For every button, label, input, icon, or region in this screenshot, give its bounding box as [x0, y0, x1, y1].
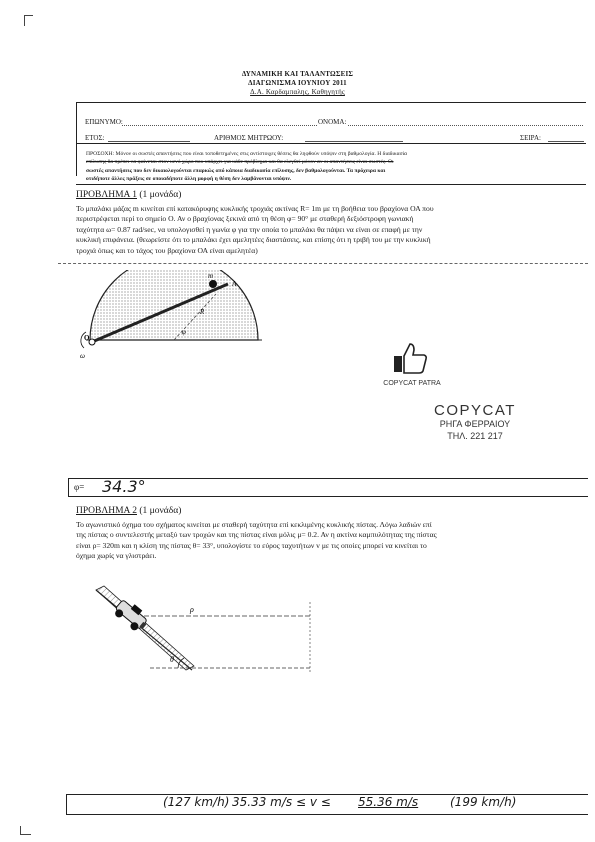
answer1-label: φ= [74, 482, 85, 492]
label-omega: ω [80, 352, 85, 360]
binder-mark [24, 15, 33, 26]
problem1-points: (1 μονάδα) [139, 190, 182, 200]
label-r: R [200, 308, 205, 316]
problem2-text [76, 520, 588, 562]
surname-field[interactable] [122, 125, 317, 126]
label-a: A [232, 280, 237, 288]
answer2-bottom-rule [66, 814, 588, 815]
answer2-left-rule [66, 794, 67, 814]
name-field[interactable] [348, 125, 583, 126]
track-surface [96, 590, 192, 670]
problem1-line-4: κυκλική επιφάνεια. (θεωρείστε ότι το μπαλάκι έχει αμελητέες διαστάσεις, και επίσης ότι η τριβή του με την κυκλική [76, 235, 431, 245]
problem1-text [76, 204, 588, 256]
problem1-line-3: ταχύτητα ω= 0.87 rad/sec, να υπολογισθεί η γωνία φ για την οποία το μπαλάκι θα πάψει να είναι σε επαφή με την [76, 224, 423, 234]
problem1-figure [76, 270, 276, 380]
answer1-bottom-rule [68, 496, 588, 497]
row-label: ΣΕΙΡΑ: [520, 134, 541, 142]
label-rho: ρ [190, 605, 194, 614]
notice-line-2: επίλυσης θα πρέπει να φαίνεται σ͏τον κενό χώρο που υπάρχει για κάθε πρόβλημα και θα ελεγθεί μόνον αν οι απαντήσεις είναι σωστές. Οι [86, 159, 394, 166]
problem2-line-1: Το αγωνιστικό όχημα του σχήματος κινείται με σταθερή ταχύτητα επί κεκλιμένης κυκλικής πίστας. Λόγω λαδιών επί [76, 520, 432, 529]
answer2-kmh-high: (199 km/h) [450, 795, 517, 809]
label-theta: θ [170, 655, 174, 664]
reg-label: ΑΡΙΘΜΟΣ ΜΗΤΡΩΟΥ: [214, 134, 284, 142]
answer2-range: 35.33 m/s ≤ v ≤ [232, 795, 331, 809]
form-left-rule [76, 102, 77, 176]
problem2-title: ΠΡΟΒΛΗΜΑ 2 [76, 506, 137, 516]
label-m: m [208, 272, 214, 280]
problem2-line-4: όχημα χωρίς να γλιστράει. [76, 551, 157, 561]
notice-block [86, 150, 586, 183]
stamp-caption: COPYCAT PATRA [383, 380, 441, 387]
thumbs-up-icon [392, 342, 428, 374]
problem1-line-2: περιστρέφεται περί το σημείο Ο. Αν ο βραχίονας ξεκινά από τη θέση φ= 90° με σταθερή δεξιόστροφη γωνιακή [76, 214, 414, 224]
surname-label: ΕΠΩΝΥΜΟ: [85, 118, 123, 126]
name-label: ΟΝΟΜΑ: [318, 118, 347, 126]
notice-line-1: ΠΡΟΣΟΧΗ: Μόνον οι σωστές απαντήσεις που είναι τοποθετημένες στις αντίστοιχες θέσεις θα ληφθούν υπόψιν στη βαθμολογία. Η διαδικασία [86, 151, 408, 157]
exam-title: ΔΥΝΑΜΙΚΗ ΚΑΙ ΤΑΛΑΝΤΩΣΕΙΣ [241, 70, 354, 78]
pivot-o [89, 339, 95, 345]
problem2-figure [90, 582, 320, 674]
form-mid-rule [76, 143, 586, 144]
problem2-line-2: της πίστας ο συντελεστής μεταξύ των τροχών και της πίστας είναι μόλις μ= 0.2. Αν η ακτίνα καμπυλότητας της πίστας [76, 530, 437, 540]
stamp-street: ΡΗΓΑ ΦΕΡΡΑΙΟΥ [439, 419, 511, 429]
stamp-phone: ΤΗΛ. 221 217 [447, 431, 503, 441]
problem1-heading [76, 190, 181, 200]
ball-m [209, 280, 217, 288]
year-label: ΕΤΟΣ: [85, 134, 105, 142]
reg-field[interactable] [305, 141, 403, 142]
problem1-separator [58, 263, 588, 264]
binder-mark-bottom [20, 826, 31, 835]
label-phi: φ [182, 328, 186, 336]
problem2-line-3: είναι ρ= 320m και η κλίση της πίστας θ= 33°, υπολογίστε το εύρος ταχυτήτων v με τις οποίες μπορεί να κινείται το [76, 540, 427, 550]
notice-line-3: σωστές απαντήσεις που δεν δικαιολογούνται επαρκώς από κάποια διαδικασία επίλυσης, δεν βαθμολογούνται. Τα πρόχειρα και [86, 167, 386, 174]
year-field[interactable] [108, 141, 190, 142]
stamp-brand: COPYCAT [434, 402, 516, 419]
answer1-top-rule [68, 478, 588, 479]
problem2-heading [76, 506, 181, 516]
problem1-line-1: Το μπαλάκι μάζας m κινείται επί κατακόρυφης κυκλικής τροχιάς ακτίνας R= 1m με τη βοήθεια του βραχίονα ΟΑ που [76, 204, 434, 213]
answer1-left-rule [68, 478, 69, 496]
row-field[interactable] [548, 141, 584, 142]
problem1-title: ΠΡΟΒΛΗΜΑ 1 [76, 190, 137, 200]
answer2-kmh-low: (127 km/h) [163, 795, 230, 809]
problem2-points: (1 μονάδα) [139, 506, 182, 516]
notice-line-4: οτιδήποτε άλλες πράξεις σε οποιαδήποτε άλλη μορφή η θέση δεν λαμβάνονται υπόψιν. [86, 175, 292, 182]
exam-subtitle: ΔΙΑΓΩΝΙΣΜΑ ΙΟΥΝΙΟΥ 2011 [248, 79, 347, 87]
banked-track [96, 586, 194, 670]
form-bottom-rule [76, 184, 586, 185]
problem1-line-5: τροχιά όπως και το τάχος του βραχίονα ΟΑ είναι αμελητέα) [76, 245, 258, 255]
answer2-upper: 55.36 m/s [358, 795, 419, 809]
answer1-value: 34.3° [102, 477, 146, 496]
form-top-rule [76, 102, 586, 103]
exam-author: Δ.Α. Καρδαμπαλης, Καθηγητής [250, 88, 345, 96]
label-o: O [84, 334, 90, 342]
